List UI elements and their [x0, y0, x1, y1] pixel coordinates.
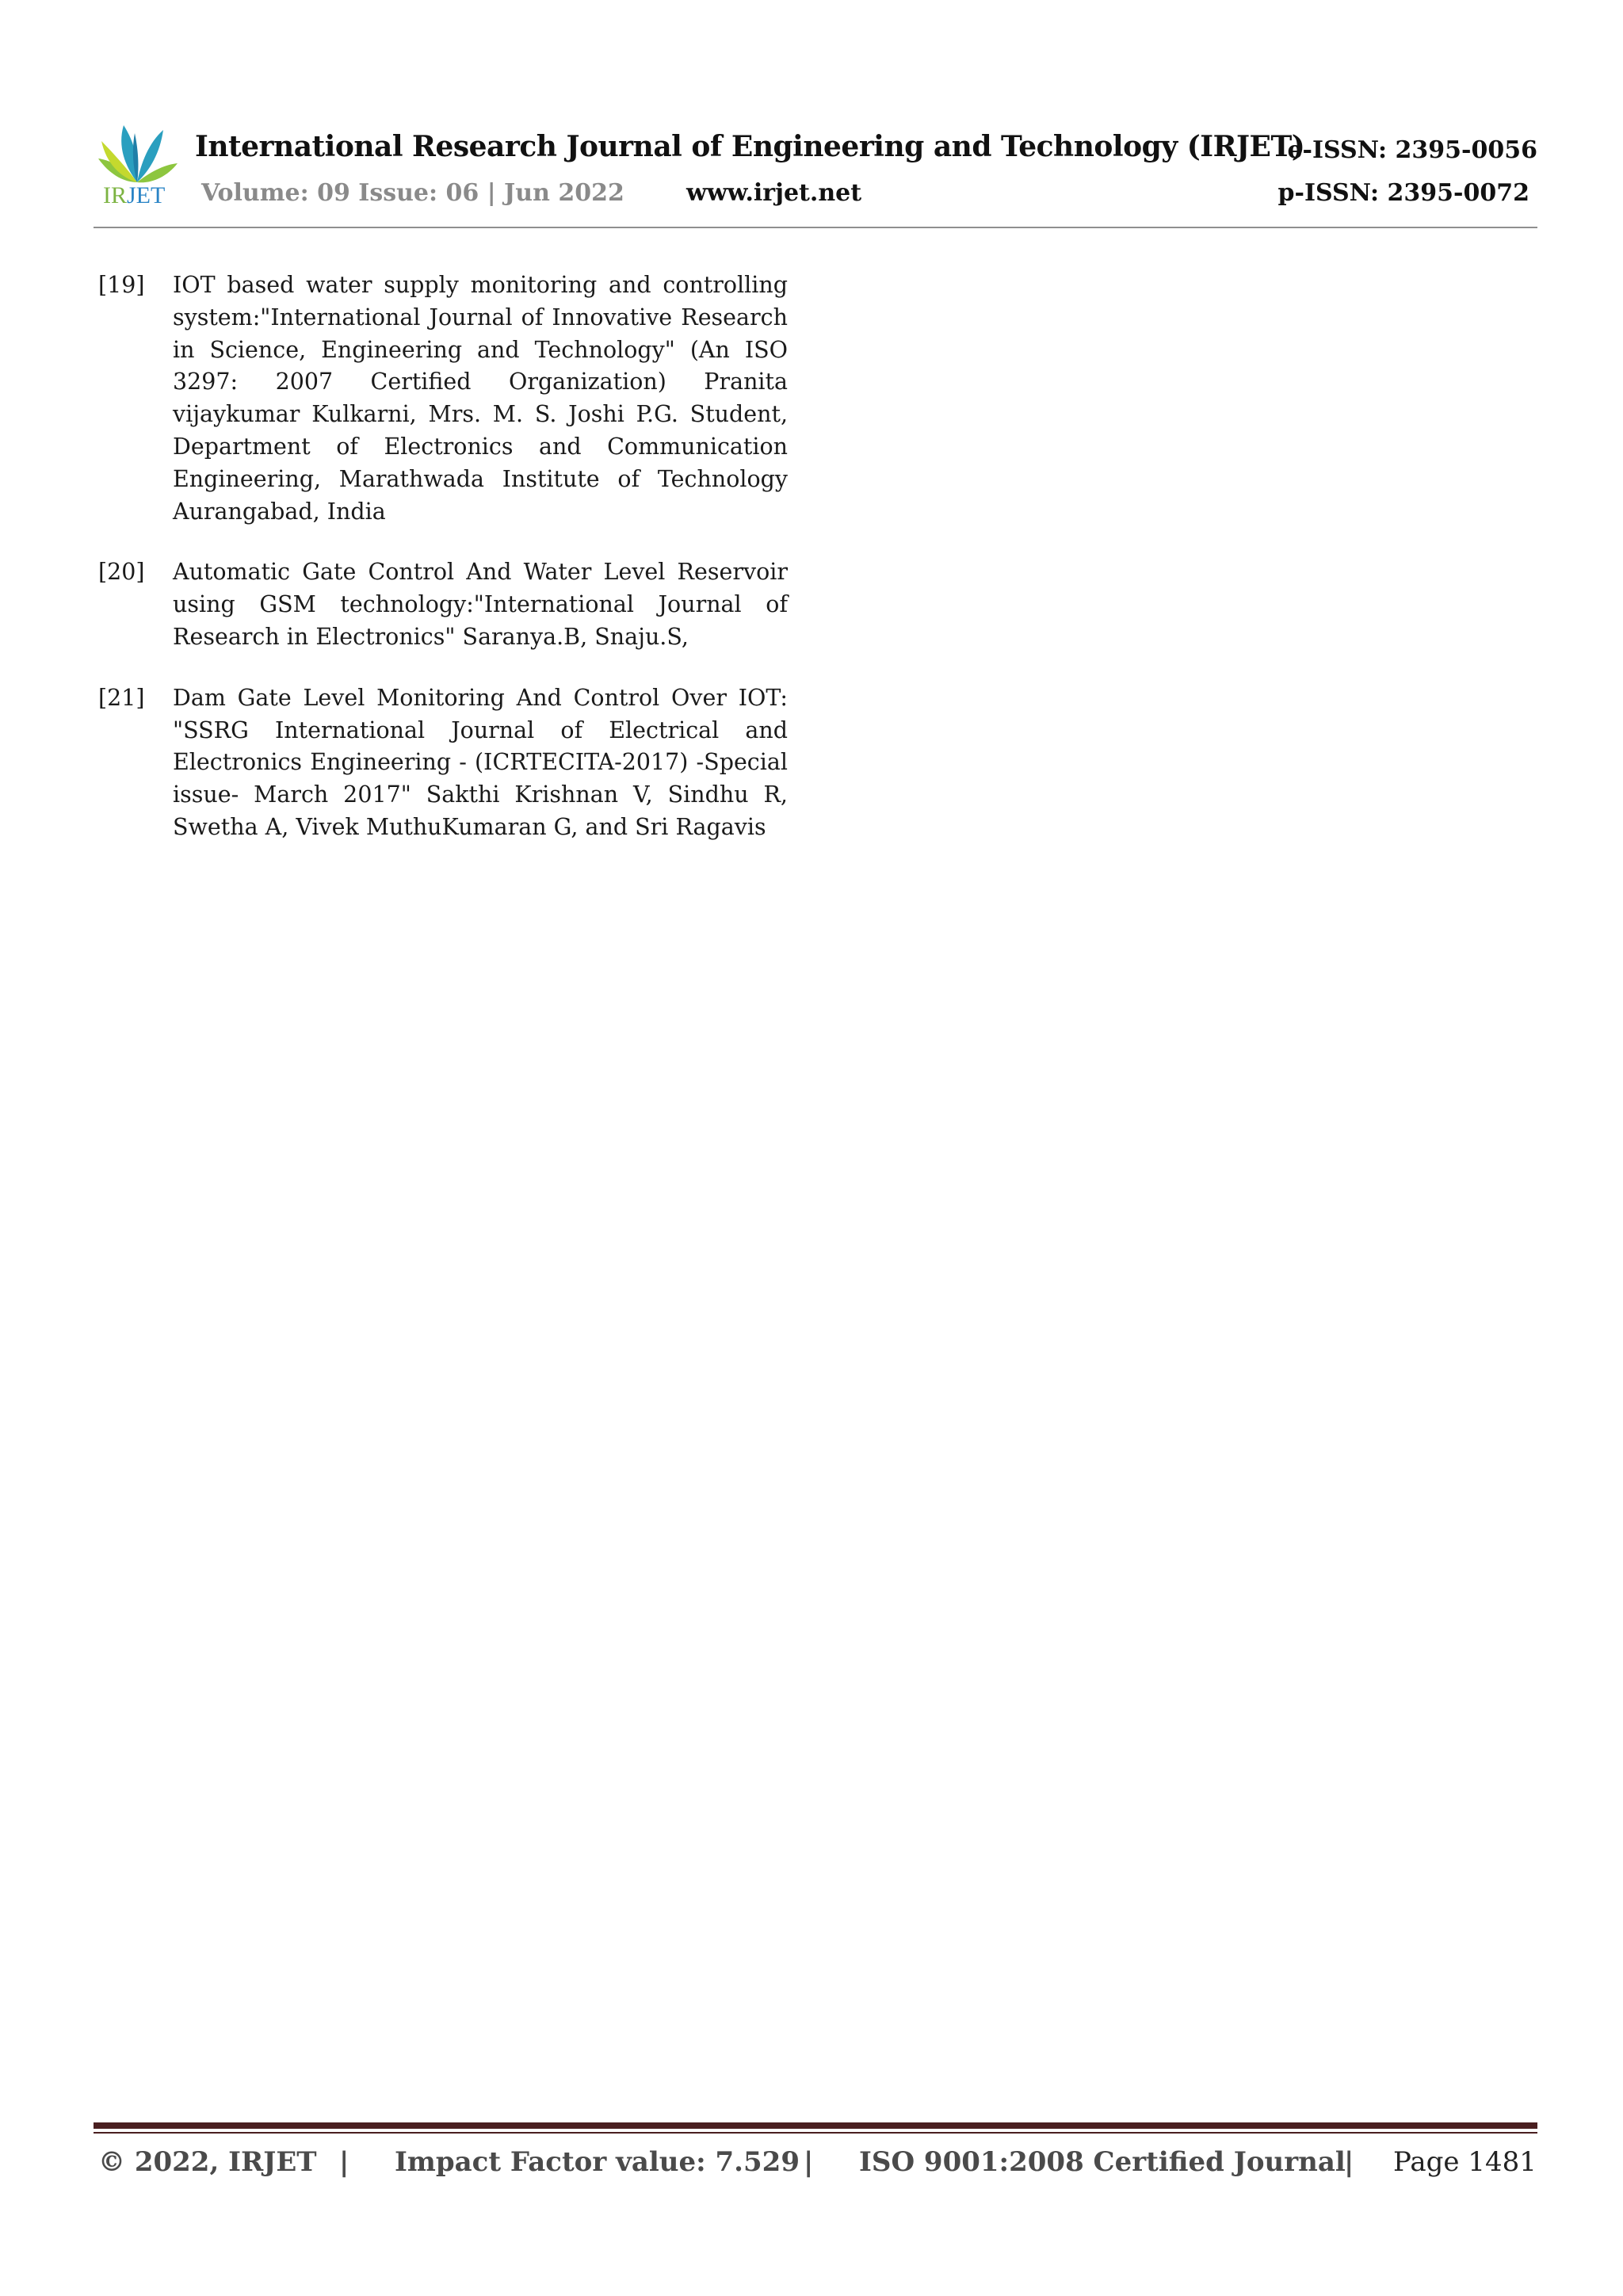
reference-number: [20]	[98, 559, 145, 586]
footer-separator: |	[1344, 2146, 1354, 2178]
reference-number: [21]	[98, 684, 145, 711]
volume-issue: Volume: 09 Issue: 06 | Jun 2022	[201, 179, 624, 207]
reference-text: IOT based water supply monitoring and controlling system:"International Journal of Innovative Research in Science, Engineering and Technology" (An ISO 3297: 2007 Certified Organization) Pranita vijaykumar Kulkarni, Mrs. M. S. Joshi P.G. Student, Department of Electronics and Communication Engineering, Marathwada Institute of Technology Aurangabad, India	[173, 272, 788, 525]
reference-text: Automatic Gate Control And Water Level Reservoir using GSM technology:"International Journal of Research in Electronics" Saranya.B, Snaju.S,	[173, 559, 788, 650]
header-divider	[94, 227, 1537, 228]
p-issn: p-ISSN: 2395-0072	[1277, 179, 1529, 207]
page-footer	[98, 2140, 1537, 2187]
footer-copyright: © 2022, IRJET	[98, 2146, 317, 2178]
journal-website: www.irjet.net	[686, 179, 862, 207]
logo-wordmark: IRJET	[103, 182, 166, 208]
journal-title: International Research Journal of Engineering and Technology (IRJET)	[195, 130, 1305, 163]
reference-text: Dam Gate Level Monitoring And Control Over IOT: "SSRG International Journal of Electrical and Electronics Engineering - (ICRTECITA-2017) -Special issue- March 2017" Sakthi Krishnan V, Sindhu R, Swetha A, Vivek MuthuKumaran G, and Sri Ragavis	[173, 684, 788, 840]
reference-item	[98, 269, 788, 528]
irjet-logo	[94, 119, 181, 214]
footer-impact-factor: Impact Factor value: 7.529	[395, 2146, 800, 2178]
footer-separator: |	[804, 2146, 814, 2178]
irjet-logo-icon	[94, 119, 181, 185]
footer-iso-certification: ISO 9001:2008 Certified Journal	[859, 2146, 1346, 2178]
page-number: Page 1481	[1393, 2146, 1537, 2178]
reference-list	[98, 269, 788, 873]
page-header	[94, 119, 1537, 230]
reference-item	[98, 682, 788, 844]
footer-separator: |	[339, 2146, 349, 2178]
footer-divider-thin	[94, 2132, 1537, 2134]
footer-divider-thick	[94, 2122, 1537, 2129]
reference-item	[98, 556, 788, 653]
e-issn: e-ISSN: 2395-0056	[1287, 136, 1537, 164]
reference-number: [19]	[98, 272, 145, 298]
